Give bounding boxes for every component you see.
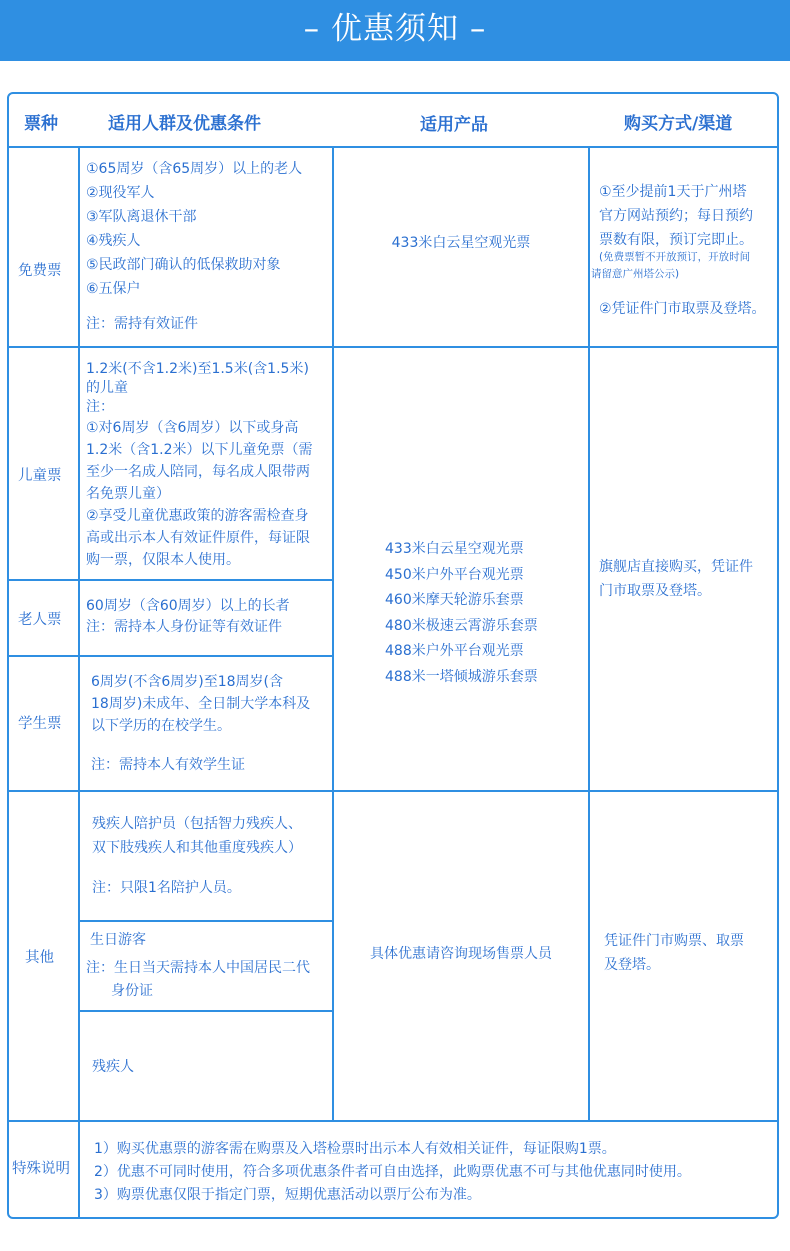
child-condition-line: 购一票，仅限本人使用。 [86,552,240,568]
child-condition-line: 1.2米(不含1.2米)至1.5米(含1.5米) [86,361,309,377]
divider [8,146,778,148]
free-ticket-label: 免费票 [18,263,62,279]
child-condition-line: 1.2米（含1.2米）以下儿童免票（需 [86,442,313,458]
divider [78,146,80,1218]
free-purchase-small-line: (免费票暂不开放预订，开放时间 [599,251,751,263]
divider [79,579,333,581]
free-purchase-small-line: 请留意广州塔公示) [591,268,680,280]
free-purchase-step-2: ②凭证件门市取票及登塔。 [599,301,766,317]
senior-condition-line: 注：需持本人身份证等有效证件 [86,619,282,635]
student-condition-line: 以下学历的在校学生。 [91,718,231,734]
senior-conditions [86,596,290,638]
birthday-note-line: 身份证 [111,983,153,999]
disabled-condition: 残疾人 [92,1059,134,1075]
shared-purchase [599,555,753,603]
child-condition-line: ②享受儿童优惠政策的游客需检查身 [86,508,309,524]
divider [8,790,778,792]
divider [332,146,334,1120]
free-purchase-line: ①至少提前1天于广州塔 [599,184,747,200]
child-ticket-label: 儿童票 [18,468,62,484]
companion-note: 注：只限1名陪护人员。 [92,880,241,896]
shared-purchase-line: 门市取票及登塔。 [599,583,711,599]
child-condition-line: 名免票儿童） [86,486,170,502]
free-purchase [594,180,780,252]
free-condition-item: ①65周岁（含65周岁）以上的老人 [86,161,303,177]
header-purchase: 购买方式/渠道 [624,114,733,134]
divider [8,579,80,581]
student-condition-line: 18周岁)未成年、全日制大学本科及 [91,696,311,712]
product-item: 488米一塔倾城游乐套票 [385,668,538,685]
other-purchase-line: 及登塔。 [604,957,660,973]
child-condition-line: 高或出示本人有效证件原件，每证限 [86,530,310,546]
free-condition-item: ②现役军人 [86,185,155,201]
child-condition-line: 注： [86,399,114,415]
companion-line: 双下肢残疾人和其他重度残疾人） [92,840,302,856]
birthday-note-line: 注：生日当天需持本人中国居民二代 [86,960,310,976]
divider [79,920,333,922]
other-ticket-label: 其他 [25,950,54,966]
student-conditions [91,671,310,737]
other-product: 具体优惠请咨询现场售票人员 [370,946,552,962]
child-condition-line: ①对6周岁（含6周岁）以下或身高 [86,420,299,436]
companion-conditions [92,812,302,860]
special-notes-label: 特殊说明 [12,1161,70,1177]
other-purchase-line: 凭证件门市购票、取票 [604,933,744,949]
special-notes [94,1138,691,1207]
product-item: 460米摩天轮游乐套票 [385,592,524,608]
child-condition-line: 的儿童 [86,380,128,396]
senior-condition-line: 60周岁（含60周岁）以上的长者 [86,598,290,614]
page-title: – 优惠须知 – [303,11,487,47]
page-title-banner [0,0,790,61]
senior-ticket-label: 老人票 [18,612,62,628]
divider [588,146,590,1120]
divider [79,1010,333,1012]
header-conditions: 适用人群及优惠条件 [108,114,261,134]
student-ticket-label: 学生票 [18,716,62,732]
free-condition-item: ⑥五保户 [86,281,141,297]
student-condition-line: 6周岁(不含6周岁)至18周岁(含 [91,674,284,690]
free-note: 注：需持有效证件 [86,316,198,332]
free-condition-item: ④残疾人 [86,233,141,249]
product-item: 488米户外平台观光票 [385,643,524,659]
divider [8,346,778,348]
free-condition-item: ⑤民政部门确认的低保救助对象 [86,257,281,273]
product-item: 480米极速云霄游乐套票 [385,617,538,634]
student-note: 注：需持本人有效学生证 [91,757,245,773]
other-purchase [604,929,744,977]
header-products: 适用产品 [420,115,488,135]
special-note-item: 3）购票优惠仅限于指定门票，短期优惠活动以票厅公布为准。 [94,1187,481,1203]
divider [8,655,333,657]
companion-line: 残疾人陪护员（包括智力残疾人、 [92,816,302,832]
free-condition-item: ③军队离退休干部 [86,209,197,225]
free-conditions [86,157,302,301]
child-condition-line: 至少一名成人陪同，每名成人限带两 [86,464,310,480]
special-note-item: 2）优惠不可同时使用，符合多项优惠条件者可自由选择，此购票优惠不可与其他优惠同时使用。 [94,1164,691,1180]
free-purchase-line: 官方网站预约；每日预约 [599,208,753,224]
special-note-item: 1）购买优惠票的游客需在购票及入塔检票时出示本人有效相关证件，每证限购1票。 [94,1141,616,1157]
product-item: 433米白云星空观光票 [385,541,524,557]
shared-products [385,537,538,690]
divider [8,1120,778,1122]
birthday-note [86,957,310,1003]
header-ticket-type: 票种 [24,114,58,134]
free-purchase-line: 票数有限，预订完即止。 [599,232,753,248]
product-item: 450米户外平台观光票 [385,566,524,583]
free-purchase-note [591,249,781,283]
free-product: 433米白云星空观光票 [391,235,531,251]
child-conditions [86,360,313,571]
birthday-title: 生日游客 [90,932,146,948]
shared-purchase-line: 旗舰店直接购买，凭证件 [599,559,753,575]
